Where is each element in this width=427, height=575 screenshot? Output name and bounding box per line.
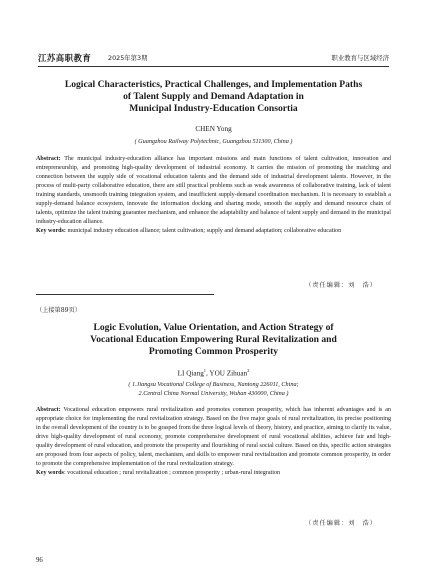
author-sup: 2 [247, 368, 250, 373]
abstract-label: Abstract: [36, 407, 61, 413]
author-name: YOU Zihuan [209, 369, 248, 378]
affiliation-line: ( 1.Jiangsu Vocational College of Business, Nantong 226011, China; [128, 381, 299, 388]
article2-authors [40, 368, 387, 377]
section-label: 职业教育与区域经济 [331, 54, 389, 62]
section-divider [36, 294, 214, 295]
abstract-label: Abstract: [36, 156, 61, 162]
article2-title [40, 322, 387, 359]
article2-keywords [36, 469, 391, 478]
article2-title-line: Vocational Education Empowering Rural Revitalization and [90, 334, 337, 346]
article1-title-line: Logical Characteristics, Practical Challenges, and Implementation Paths [64, 79, 363, 90]
journal-name: 江苏高职教育 [38, 53, 92, 63]
abstract-text: Vocational education empowers rural revitalization and promotes common prosperity, which has inherent advantages and is an appropriate choice for implementing the rural revitalization strategy. Based on the five major goals of rural revitalization, its precise positioning in the overall development of the country is to be grasped from the three logical levels of theory, history, and practice, aiming to clarify its value, drive high-quality development of rural economy, promote comprehensive development of rural vocational abilities, achieve fair and high-quality development of rural education, and promote the prosperity and flourishing of rural social culture. Based on this, specific action strategies are proposed from four aspects of policy, talent, mechanism, and skills to empower rural revitalization and promote common prosperity, in order to promote the comprehensive implementation of the rural revitalization strategy. [36, 407, 391, 468]
article1-abstract [36, 155, 391, 236]
page-number: 96 [36, 557, 43, 564]
article2-title-line: Promoting Common Prosperity [148, 346, 279, 358]
article1-keywords [36, 227, 391, 236]
keywords-text: : vocational education ; rural revitalization ; common prosperity ; urban-rural integration [63, 470, 281, 477]
article2-editor: （责任编辑：刘 浩） [305, 520, 377, 527]
article1-title-line: of Talent Supply and Demand Adaptation in [123, 91, 304, 103]
article1-affiliation: ( Guangzhou Railway Polytechnic, Guangzhou 511300, China ) [134, 138, 293, 145]
author-separator: , [206, 369, 210, 378]
keywords-label: Key words [36, 470, 64, 477]
article1-title [40, 79, 387, 116]
article2-affiliation [40, 380, 387, 398]
article2-abstract [36, 406, 391, 478]
continued-note: （上接第89页） [36, 307, 81, 314]
article2-title-line: Logic Evolution, Value Orientation, and Action Strategy of [93, 322, 334, 333]
author-name: LI Qiang [177, 369, 204, 378]
keywords-text: municipal industry education alliance; talent cultivation; supply and demand adaptation; collaborative education [67, 228, 342, 235]
issue-label: 2025年第3期 [108, 54, 148, 62]
abstract-text: The municipal industry-education alliance has important missions and main functions of talent cultivation, innovation and entrepreneurship, and promoting high-quality development of industrial economy. It carries the mission of promoting the matching and connection between the supply side of vocational education talents and the demand side of industrial development talents. However, in the process of multi-party collaborative education, there are still practical problems such as weak awareness of collaborative training, lack of talent training standards, unsmooth training integration system, and insufficient supply-demand coordination mechanism. It is necessary to establish a supply-demand balance ecosystem, innovate the information docking and sharing mode, smooth the supply and demand resource chain of talents, optimize the talent training guarantee mechanism, and enhance the adaptability and balance of talent supply and demand in the municipal industry-education alliance. [36, 156, 391, 226]
keywords-label: Key words: [36, 228, 66, 235]
article1-author: CHEN Yong [195, 125, 232, 133]
page-header [38, 52, 389, 67]
author-sup: 1 [203, 368, 207, 373]
article1-editor: （责任编辑：刘 浩） [305, 282, 377, 289]
article1-title-line: Municipal Industry-Education Consortia [129, 103, 298, 115]
affiliation-line: 2.Central China Normal University, Wuhan 430000, China ) [138, 390, 289, 397]
